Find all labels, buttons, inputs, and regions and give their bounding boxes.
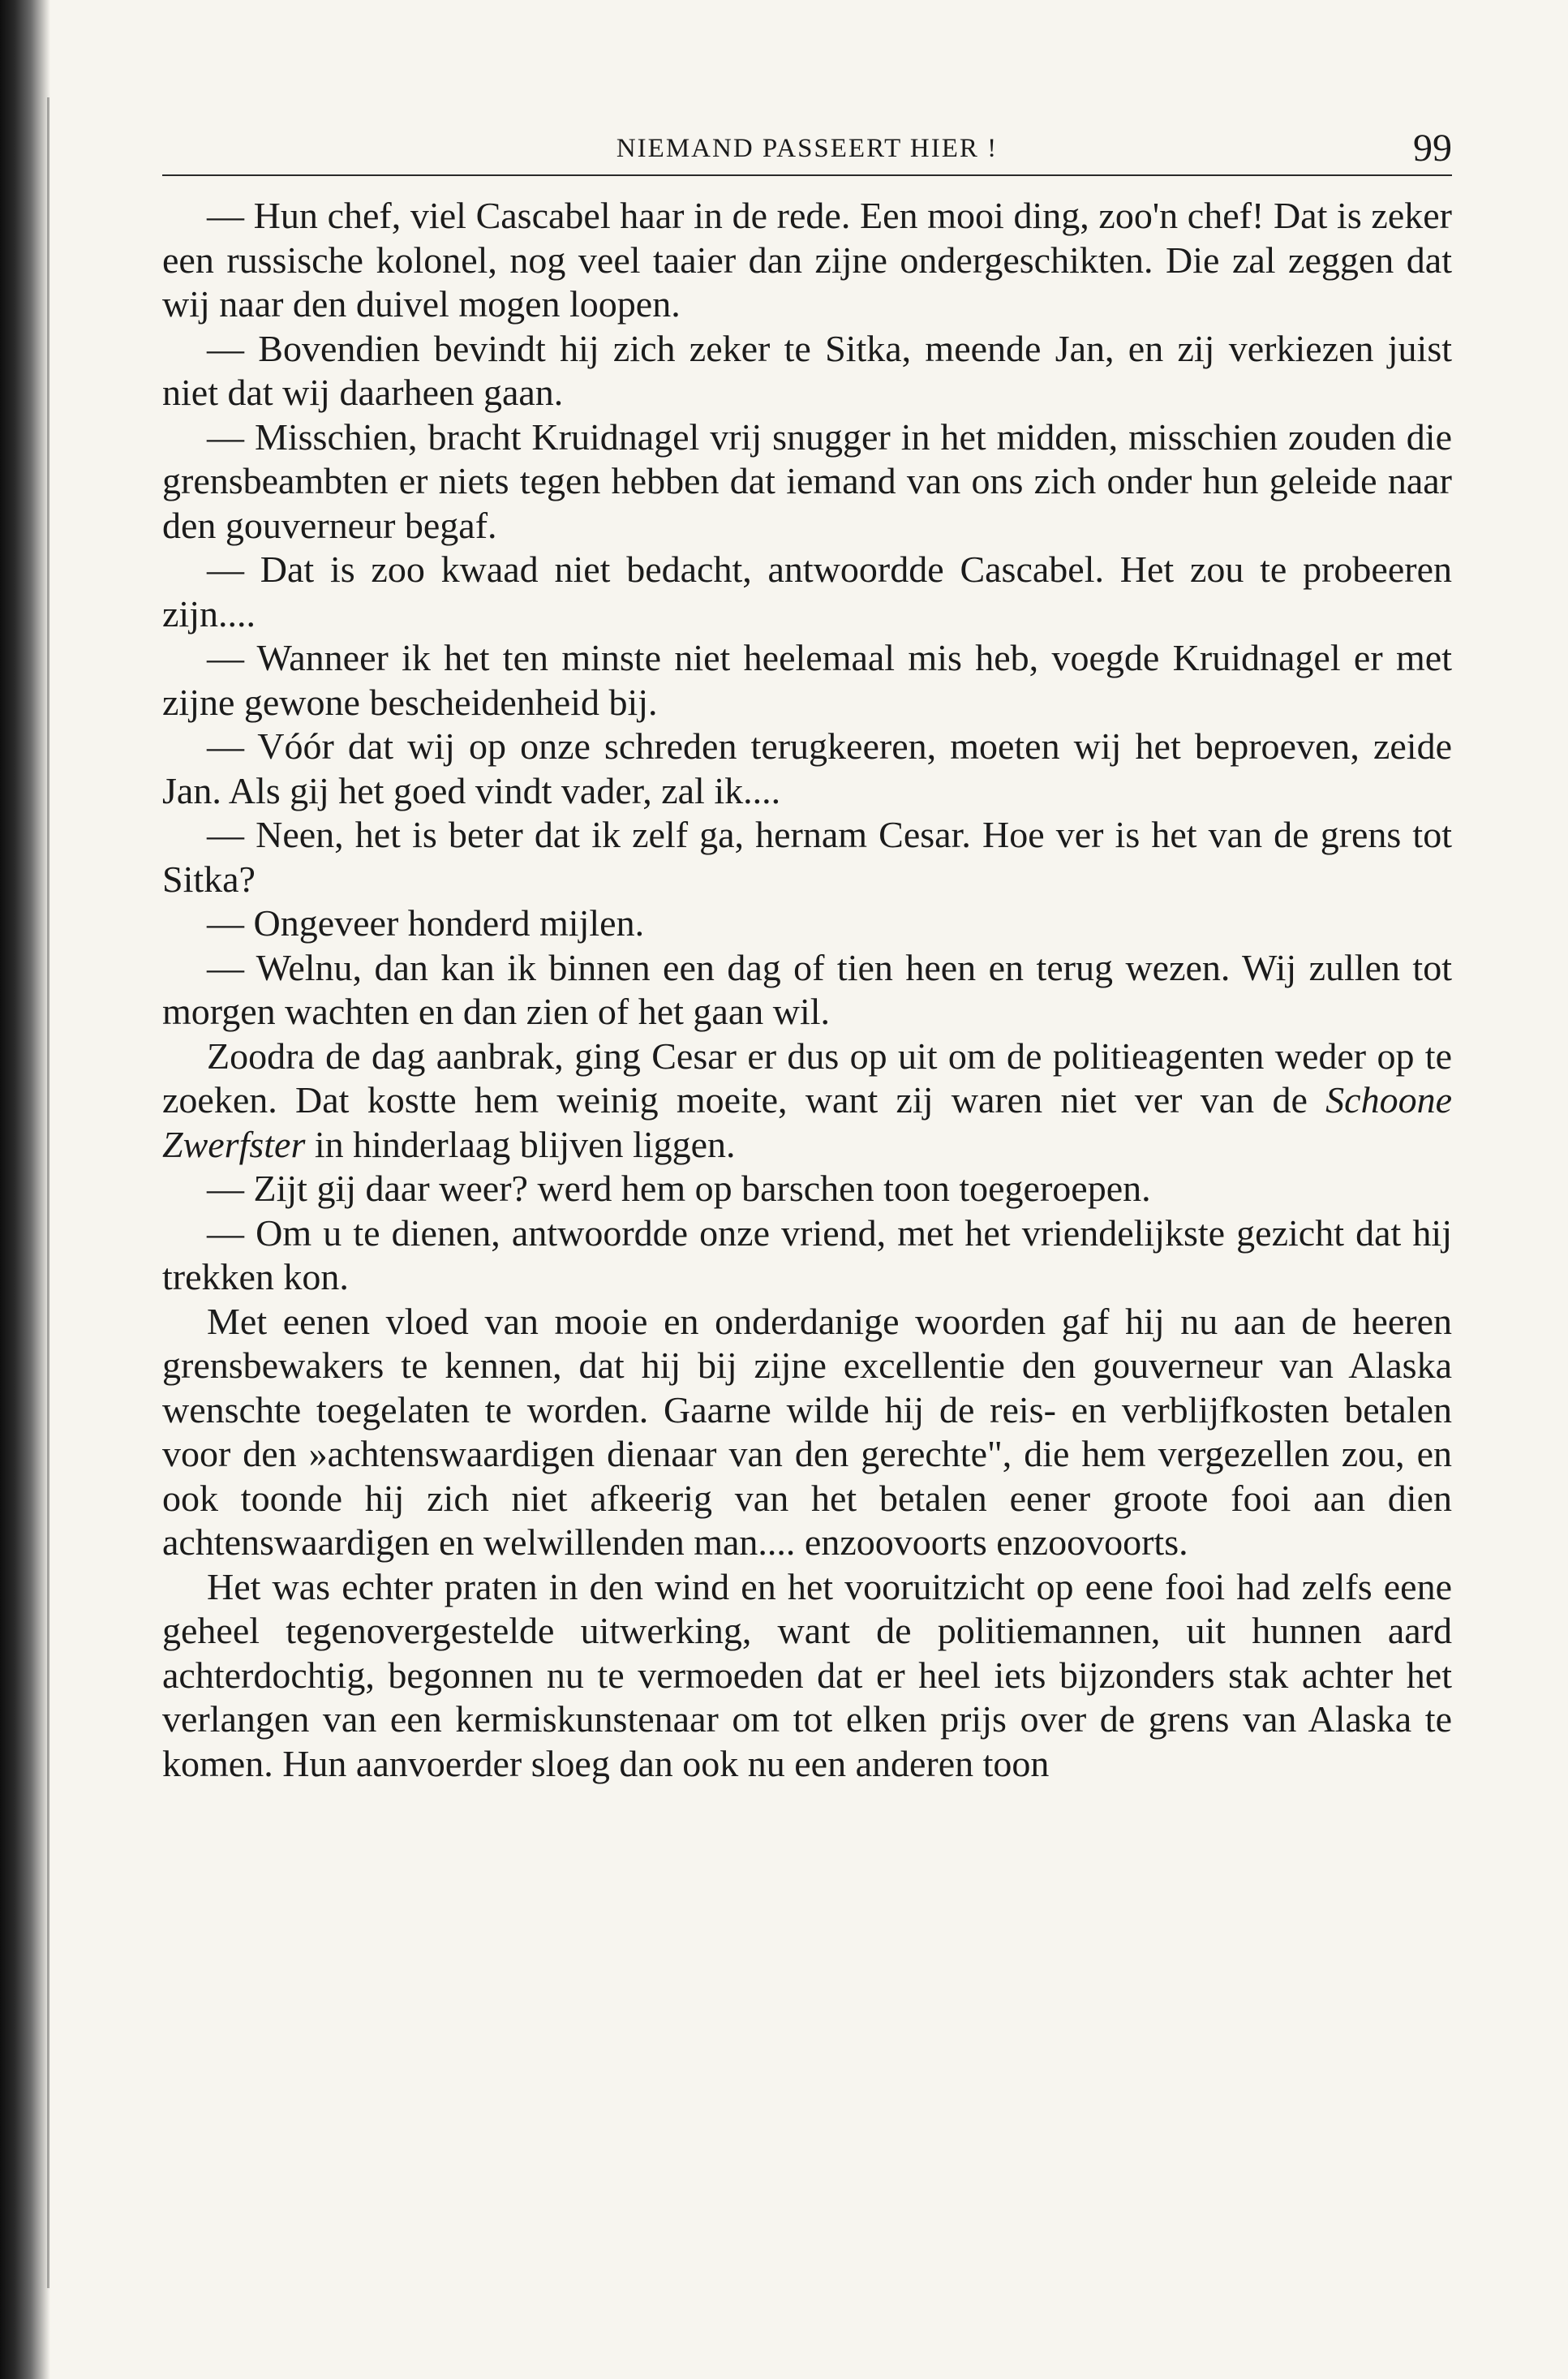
paragraph: Met eenen vloed van mooie en onderdanige woorden gaf hij nu aan de heeren grensbewakers te kennen, dat hij bij zijne excellentie den gouverneur van Alaska wenschte toegelaten te worden. Gaarne wilde hij de reis- en verblijfkosten betalen voor den »achtenswaardigen dienaar van den gerechte", die hem vergezellen zou, en ook toonde hij zich niet afkeerig van het betalen eener groote fooi aan dien achtenswaardigen en welwillenden man.... enzoovoorts enzoovoorts.	[162, 1300, 1452, 1563]
paragraph-text: in hinderlaag blijven liggen.	[305, 1123, 736, 1165]
book-page	[162, 110, 1452, 1786]
running-head	[162, 110, 1452, 174]
paragraph: — Bovendien bevindt hij zich zeker te Sitka, meende Jan, en zij verkiezen juist niet dat wij daarheen gaan.	[162, 327, 1452, 413]
paragraph: — Hun chef, viel Cascabel haar in de rede. Een mooi ding, zoo'n chef! Dat is zeker een russische kolonel, nog veel taaier dan zijne ondergeschikten. Die zal zeggen dat wij naar den duivel mogen loopen.	[162, 195, 1452, 325]
paragraph: — Zijt gij daar weer? werd hem op barschen toon toegeroepen.	[207, 1168, 1151, 1209]
paragraph: — Vóór dat wij op onze schreden terugkeeren, moeten wij het beproeven, zeide Jan. Als gij het goed vindt vader, zal ik....	[162, 725, 1452, 811]
book-gutter-line	[47, 97, 49, 2288]
paragraph: — Ongeveer honderd mijlen.	[207, 902, 645, 944]
paragraph: — Wanneer ik het ten minste niet heelemaal mis heb, voegde Kruidnagel er met zijne gewone bescheidenheid bij.	[162, 637, 1452, 723]
book-spine-shadow	[0, 0, 50, 2379]
running-title: NIEMAND PASSEERT HIER !	[616, 134, 999, 163]
paragraph: — Welnu, dan kan ik binnen een dag of tien heen en terug wezen. Wij zullen tot morgen wachten en dan zien of het gaan wil.	[162, 946, 1452, 1032]
paragraph	[162, 1035, 1452, 1168]
ship-name: Schoone Zwerfster	[162, 1079, 1452, 1165]
body-text	[162, 194, 1452, 1786]
page-number: 99	[1413, 127, 1452, 170]
paragraph: — Misschien, bracht Kruidnagel vrij snugger in het midden, misschien zouden die grensbeambten er niets tegen hebben dat iemand van ons zich onder hun geleide naar den gouverneur begaf.	[162, 415, 1452, 546]
paragraph: Het was echter praten in den wind en het vooruitzicht op eene fooi had zelfs eene geheel tegenovergestelde uitwerking, want de politiemannen, uit hunnen aard achterdochtig, begonnen nu te vermoeden dat er heel iets bijzonders stak achter het verlangen van een kermiskunstenaar om tot elken prijs over de grens van Alaska te komen. Hun aanvoerder sloeg dan ook nu een anderen toon	[162, 1565, 1452, 1784]
paragraph: — Dat is zoo kwaad niet bedacht, antwoordde Cascabel. Het zou te probeeren zijn....	[162, 549, 1452, 635]
paragraph: — Om u te dienen, antwoordde onze vriend, met het vriendelijkste gezicht dat hij trekken kon.	[162, 1211, 1452, 1297]
header-rule	[162, 174, 1452, 176]
paragraph-text: Zoodra de dag aanbrak, ging Cesar er dus op uit om de politieagenten weder op te zoeken. Dat kostte hem weinig moeite, want zij waren niet ver van de	[162, 1035, 1452, 1121]
paragraph: — Neen, het is beter dat ik zelf ga, hernam Cesar. Hoe ver is het van de grens tot Sitka?	[162, 814, 1452, 900]
